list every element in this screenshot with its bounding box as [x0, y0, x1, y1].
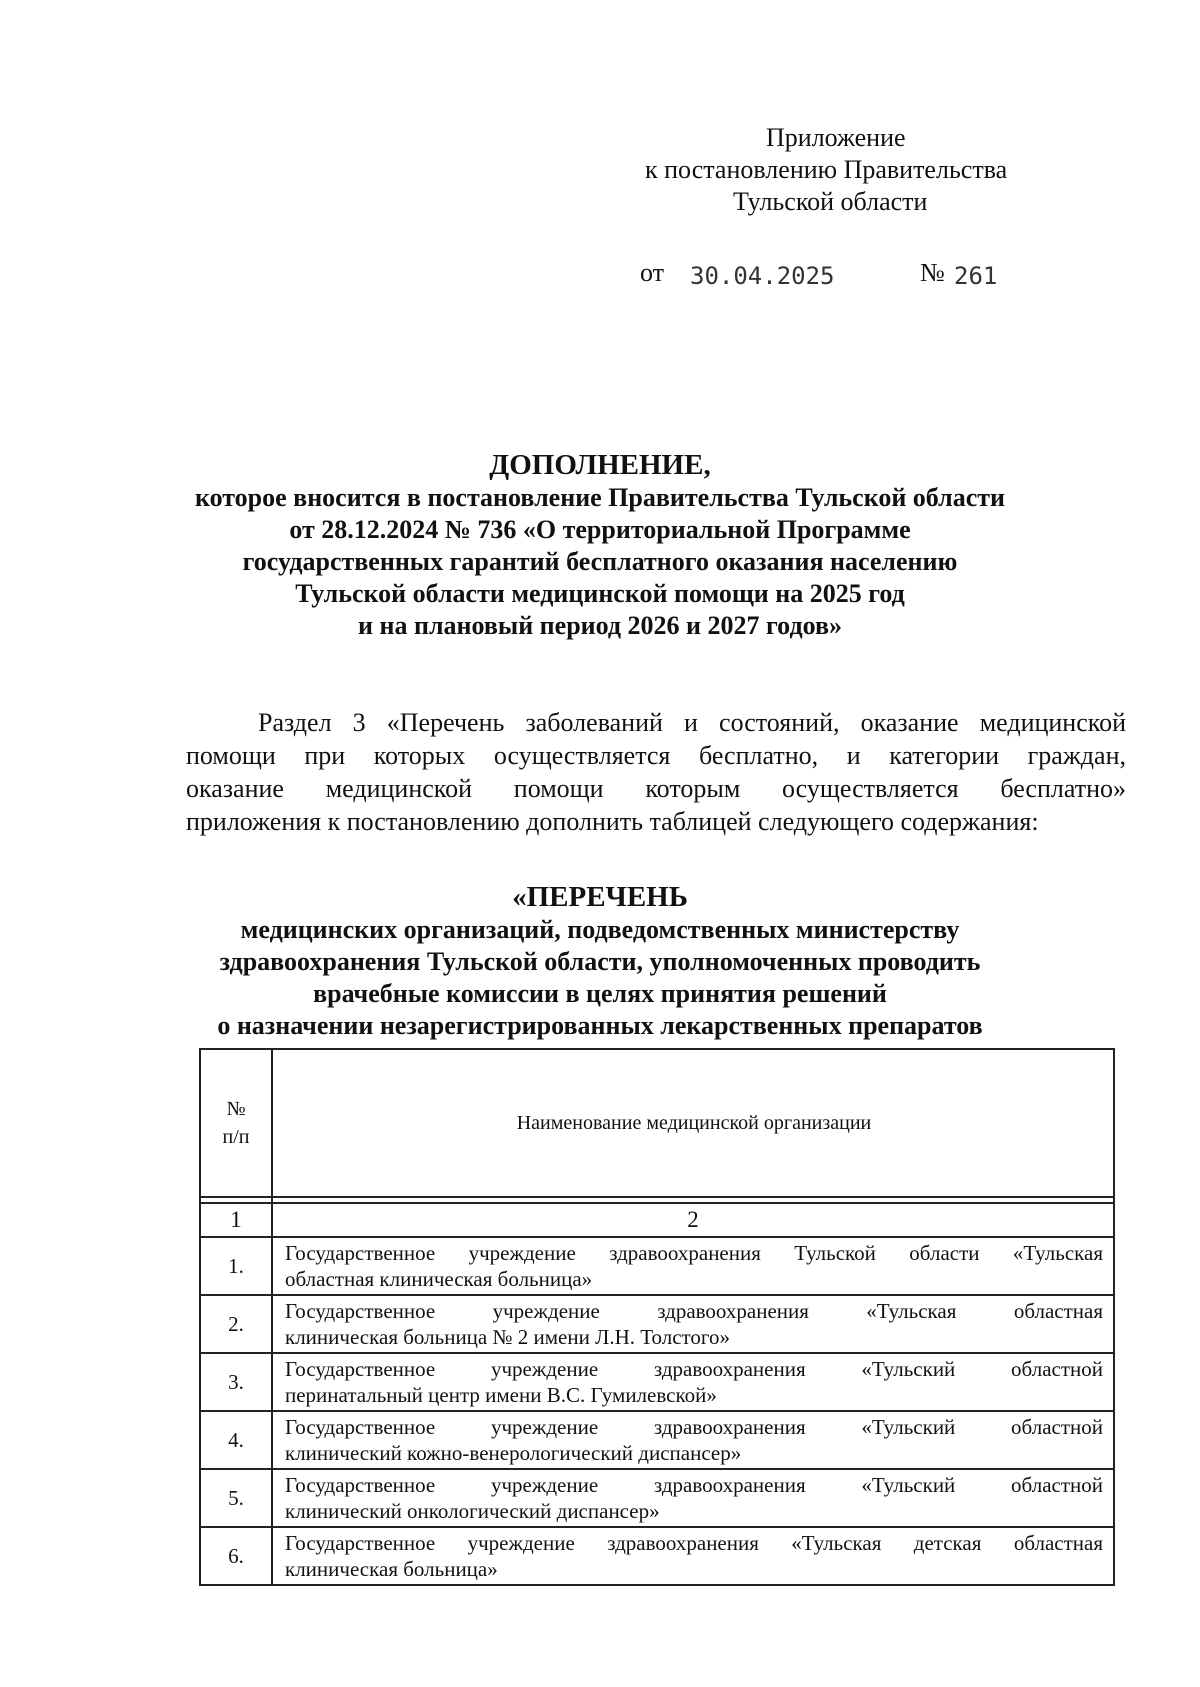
row-org-name [272, 1411, 1114, 1469]
list-title-line: о назначении незарегистрированных лекарственных препаратов [217, 1011, 983, 1040]
decree-number: 261 [954, 262, 998, 290]
table-row [200, 1411, 1114, 1469]
paragraph-line: приложения к постановлению дополнить таблицей следующего содержания: [186, 807, 1039, 836]
row-number: 5. [200, 1469, 272, 1527]
org-name-line: областная клиническая больница» [285, 1267, 593, 1291]
org-name-line: перинатальный центр имени В.С. Гумилевской» [285, 1383, 717, 1407]
decree-date: 30.04.2025 [690, 262, 835, 290]
decree-date-number [0, 258, 1200, 298]
row-number: 2. [200, 1295, 272, 1353]
title-line: которое вносится в постановление Правительства Тульской области [194, 483, 1006, 512]
row-number: 3. [200, 1353, 272, 1411]
org-name-line: клиническая больница № 2 имени Л.Н. Толстого» [285, 1325, 731, 1349]
org-name-line: Государственное учреждение здравоохранения «Тульский областной [285, 1473, 1103, 1497]
list-title-line: медицинских организаций, подведомственных министерству [240, 915, 960, 944]
paragraph-line: помощи при которых осуществляется бесплатно, и категории граждан, [186, 741, 1126, 770]
index-cell-num: 1 [200, 1203, 272, 1237]
list-title [0, 880, 1200, 1042]
index-cell-name: 2 [272, 1203, 1114, 1237]
list-title-line: врачебные комиссии в целях принятия решений [313, 979, 887, 1008]
table-row [200, 1353, 1114, 1411]
header-name-cell: Наименование медицинской организации [272, 1049, 1114, 1197]
org-name-line: клинический онкологический диспансер» [285, 1499, 660, 1523]
organizations-table [199, 1048, 1115, 1586]
org-name-line: Государственное учреждение здравоохранения «Тульский областной [285, 1357, 1103, 1381]
body-paragraph [186, 706, 1126, 838]
table-row [200, 1527, 1114, 1585]
org-name-line: клиническая больница» [285, 1557, 498, 1581]
header-num-cell [200, 1049, 272, 1197]
table-row [200, 1469, 1114, 1527]
table-index-row [200, 1203, 1114, 1237]
row-org-name [272, 1527, 1114, 1585]
number-label: № [920, 258, 945, 287]
date-label: от [640, 258, 665, 287]
title-line: и на плановый период 2026 и 2027 годов» [358, 611, 842, 640]
list-title-main: «ПЕРЕЧЕНЬ [512, 881, 688, 913]
header-num-symbol: № [226, 1098, 246, 1120]
org-name-line: Государственное учреждение здравоохранения «Тульский областной [285, 1415, 1103, 1439]
list-title-line: здравоохранения Тульской области, уполномоченных проводить [219, 947, 981, 976]
org-name-line: Государственное учреждение здравоохранения «Тульская детская областная [285, 1531, 1103, 1555]
appendix-line-region: Тульской области [733, 187, 928, 216]
table-row [200, 1295, 1114, 1353]
paragraph-line: Раздел 3 «Перечень заболеваний и состояний, оказание медицинской [258, 708, 1126, 737]
header-num-abbrev: п/п [222, 1126, 250, 1148]
title-main: ДОПОЛНЕНИЕ, [489, 449, 711, 481]
org-name-line: Государственное учреждение здравоохранения «Тульская областная [285, 1299, 1103, 1323]
document-title [0, 448, 1200, 642]
row-number: 1. [200, 1237, 272, 1295]
title-line: государственных гарантий бесплатного оказания населению [242, 547, 958, 576]
row-number: 4. [200, 1411, 272, 1469]
appendix-line-decree: к постановлению Правительства [645, 155, 1008, 184]
org-name-line: клинический кожно-венерологический диспансер» [285, 1441, 742, 1465]
row-org-name [272, 1295, 1114, 1353]
title-line: от 28.12.2024 № 736 «О территориальной Программе [289, 515, 911, 544]
row-org-name [272, 1237, 1114, 1295]
table-row [200, 1237, 1114, 1295]
org-name-line: Государственное учреждение здравоохранения Тульской области «Тульская [285, 1241, 1103, 1265]
row-org-name [272, 1469, 1114, 1527]
row-number: 6. [200, 1527, 272, 1585]
row-org-name [272, 1353, 1114, 1411]
paragraph-line: оказание медицинской помощи которым осуществляется бесплатно» [186, 774, 1126, 803]
table-header-row [200, 1049, 1114, 1197]
appendix-title: Приложение [766, 123, 906, 152]
title-line: Тульской области медицинской помощи на 2025 год [295, 579, 905, 608]
